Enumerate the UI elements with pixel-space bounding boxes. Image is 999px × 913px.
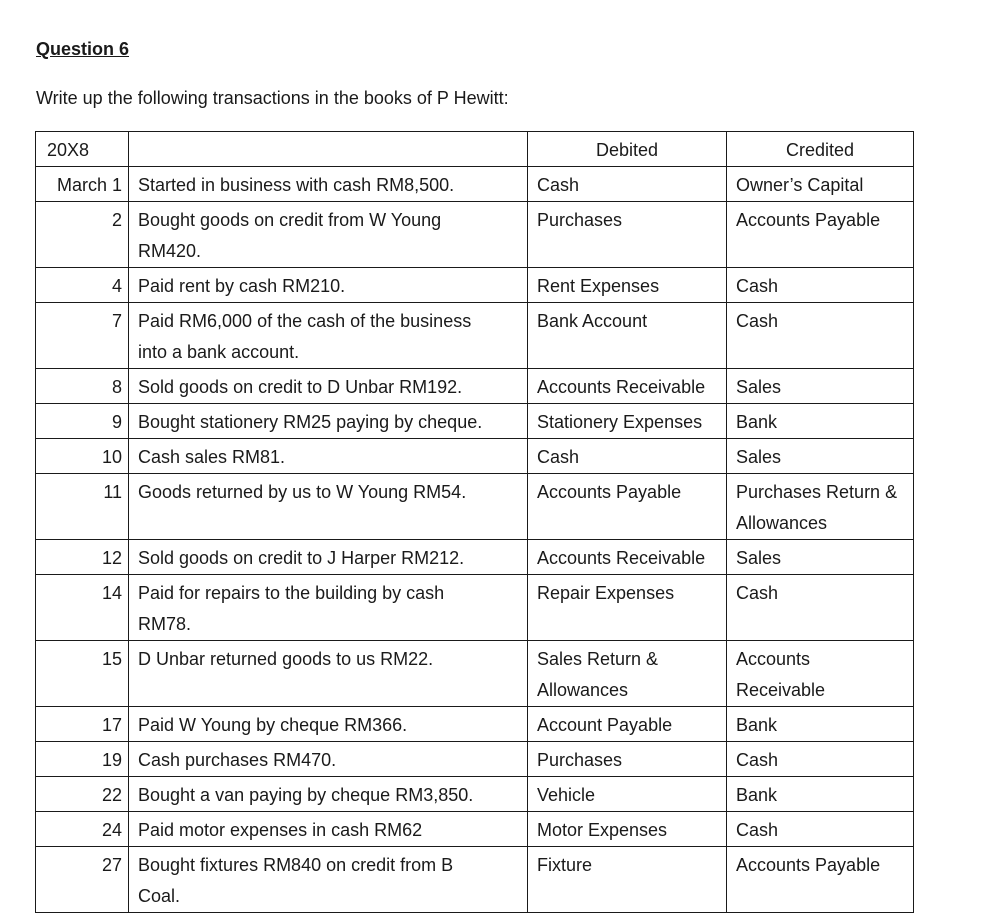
credited-account bbox=[727, 641, 914, 707]
transaction-description bbox=[129, 369, 528, 404]
debited-account bbox=[528, 812, 727, 847]
transaction-description-line: Goods returned by us to W Young RM54. bbox=[138, 482, 467, 502]
credited-account bbox=[727, 847, 914, 913]
table-row bbox=[36, 268, 914, 303]
transaction-description bbox=[129, 474, 528, 540]
transaction-date: 9 bbox=[36, 404, 129, 439]
debited-account bbox=[528, 777, 727, 812]
credited-account bbox=[727, 369, 914, 404]
credited-account bbox=[727, 167, 914, 202]
debited-account-line: Purchases bbox=[537, 210, 623, 230]
credited-account-line: Owner’s Capital bbox=[736, 175, 864, 195]
credited-account-line: Receivable bbox=[736, 680, 826, 700]
transaction-description bbox=[129, 303, 528, 369]
transaction-description bbox=[129, 847, 528, 913]
transaction-date: 14 bbox=[36, 575, 129, 641]
debited-account-line: Fixture bbox=[537, 855, 593, 875]
table-row bbox=[36, 369, 914, 404]
transactions-table bbox=[35, 131, 914, 913]
debited-account-line: Account Payable bbox=[537, 715, 673, 735]
credited-account bbox=[727, 303, 914, 369]
transaction-date: 12 bbox=[36, 540, 129, 575]
table-row bbox=[36, 404, 914, 439]
credited-account-line: Bank bbox=[736, 785, 778, 805]
credited-account bbox=[727, 707, 914, 742]
credited-account bbox=[727, 540, 914, 575]
transaction-description-line: Bought stationery RM25 paying by cheque. bbox=[138, 412, 483, 432]
transaction-description-line: Cash sales RM81. bbox=[138, 447, 286, 467]
question-title: Question 6 bbox=[36, 39, 130, 59]
transaction-date: March 1 bbox=[36, 167, 129, 202]
debited-account bbox=[528, 369, 727, 404]
table-row bbox=[36, 575, 914, 641]
debited-account bbox=[528, 540, 727, 575]
debited-account bbox=[528, 439, 727, 474]
credited-account bbox=[727, 812, 914, 847]
table-row bbox=[36, 540, 914, 575]
debited-account-line: Vehicle bbox=[537, 785, 596, 805]
transaction-description-line: Paid RM6,000 of the cash of the business bbox=[138, 311, 472, 331]
transaction-description-line: Sold goods on credit to D Unbar RM192. bbox=[138, 377, 463, 397]
table-row bbox=[36, 167, 914, 202]
debited-account-line: Rent Expenses bbox=[537, 276, 660, 296]
table-row bbox=[36, 303, 914, 369]
credited-account-line: Accounts Payable bbox=[736, 855, 881, 875]
debited-account bbox=[528, 202, 727, 268]
transaction-date: 2 bbox=[36, 202, 129, 268]
transaction-description bbox=[129, 268, 528, 303]
instruction-text: Write up the following transactions in the books of P Hewitt: bbox=[36, 88, 509, 108]
debited-account-line: Accounts Receivable bbox=[537, 548, 706, 568]
transaction-description bbox=[129, 641, 528, 707]
transaction-date: 19 bbox=[36, 742, 129, 777]
transaction-description bbox=[129, 742, 528, 777]
credited-account-line: Allowances bbox=[736, 513, 828, 533]
credited-account-line: Sales bbox=[736, 548, 782, 568]
credited-account bbox=[727, 777, 914, 812]
debited-account-line: Accounts Receivable bbox=[537, 377, 706, 397]
debited-account bbox=[528, 268, 727, 303]
debited-account bbox=[528, 742, 727, 777]
debited-account-line: Repair Expenses bbox=[537, 583, 675, 603]
credited-account bbox=[727, 268, 914, 303]
transaction-date: 4 bbox=[36, 268, 129, 303]
debited-account-line: Sales Return & bbox=[537, 649, 659, 669]
transaction-description bbox=[129, 404, 528, 439]
credited-account bbox=[727, 742, 914, 777]
transaction-description bbox=[129, 812, 528, 847]
credited-account-line: Sales bbox=[736, 447, 782, 467]
debited-account-line: Motor Expenses bbox=[537, 820, 668, 840]
credited-account-line: Cash bbox=[736, 750, 779, 770]
table-row bbox=[36, 812, 914, 847]
transaction-description-line: RM78. bbox=[138, 614, 192, 634]
credited-account-line: Cash bbox=[736, 311, 779, 331]
table-row bbox=[36, 202, 914, 268]
transaction-description-line: Paid motor expenses in cash RM62 bbox=[138, 820, 423, 840]
credited-account bbox=[727, 202, 914, 268]
transaction-description-line: Bought goods on credit from W Young bbox=[138, 210, 442, 230]
credited-account-line: Accounts bbox=[736, 649, 811, 669]
credited-account bbox=[727, 575, 914, 641]
transaction-description bbox=[129, 439, 528, 474]
debited-account bbox=[528, 167, 727, 202]
transaction-description-line: Cash purchases RM470. bbox=[138, 750, 337, 770]
table-row bbox=[36, 742, 914, 777]
transaction-description-line: into a bank account. bbox=[138, 342, 300, 362]
transaction-description bbox=[129, 777, 528, 812]
credited-account bbox=[727, 404, 914, 439]
transaction-date: 22 bbox=[36, 777, 129, 812]
debited-account-line: Cash bbox=[537, 175, 580, 195]
transaction-description-line: Paid for repairs to the building by cash bbox=[138, 583, 445, 603]
transaction-description-line: Paid rent by cash RM210. bbox=[138, 276, 346, 296]
table-row bbox=[36, 847, 914, 913]
table-row bbox=[36, 707, 914, 742]
transaction-description-line: Paid W Young by cheque RM366. bbox=[138, 715, 408, 735]
credited-account bbox=[727, 474, 914, 540]
credited-account-line: Sales bbox=[736, 377, 782, 397]
debited-account-line: Cash bbox=[537, 447, 580, 467]
credited-account bbox=[727, 439, 914, 474]
debited-account bbox=[528, 641, 727, 707]
transaction-description bbox=[129, 707, 528, 742]
transaction-date: 17 bbox=[36, 707, 129, 742]
debited-account bbox=[528, 404, 727, 439]
credited-account-line: Bank bbox=[736, 412, 778, 432]
debited-account bbox=[528, 474, 727, 540]
debited-account bbox=[528, 707, 727, 742]
debited-account-line: Purchases bbox=[537, 750, 623, 770]
debited-account-line: Allowances bbox=[537, 680, 629, 700]
debited-header: Debited bbox=[528, 132, 727, 167]
transaction-description-line: RM420. bbox=[138, 241, 202, 261]
table-row bbox=[36, 439, 914, 474]
credited-account-line: Cash bbox=[736, 820, 779, 840]
transaction-description-line: Bought a van paying by cheque RM3,850. bbox=[138, 785, 474, 805]
credited-account-line: Cash bbox=[736, 583, 779, 603]
transaction-description bbox=[129, 540, 528, 575]
transaction-date: 27 bbox=[36, 847, 129, 913]
transaction-description-line: D Unbar returned goods to us RM22. bbox=[138, 649, 434, 669]
table-row bbox=[36, 474, 914, 540]
transaction-description bbox=[129, 575, 528, 641]
credited-account-line: Cash bbox=[736, 276, 779, 296]
debited-account-line: Stationery Expenses bbox=[537, 412, 703, 432]
debited-account-line: Bank Account bbox=[537, 311, 648, 331]
transaction-description bbox=[129, 202, 528, 268]
transaction-date: 10 bbox=[36, 439, 129, 474]
transaction-description bbox=[129, 167, 528, 202]
credited-account-line: Bank bbox=[736, 715, 778, 735]
transaction-date: 24 bbox=[36, 812, 129, 847]
debited-account bbox=[528, 575, 727, 641]
table-header-row bbox=[36, 132, 914, 167]
transaction-date: 7 bbox=[36, 303, 129, 369]
credited-account-line: Purchases Return & bbox=[736, 482, 898, 502]
description-header bbox=[129, 132, 528, 167]
credited-account-line: Accounts Payable bbox=[736, 210, 881, 230]
transaction-description-line: Sold goods on credit to J Harper RM212. bbox=[138, 548, 465, 568]
table-row bbox=[36, 641, 914, 707]
debited-account bbox=[528, 847, 727, 913]
transactions-table-body bbox=[36, 132, 914, 913]
transaction-description-line: Started in business with cash RM8,500. bbox=[138, 175, 455, 195]
table-row bbox=[36, 777, 914, 812]
credited-header: Credited bbox=[727, 132, 914, 167]
debited-account-line: Accounts Payable bbox=[537, 482, 682, 502]
year-header: 20X8 bbox=[36, 132, 129, 167]
transaction-date: 11 bbox=[36, 474, 129, 540]
transaction-description-line: Bought fixtures RM840 on credit from B bbox=[138, 855, 454, 875]
transaction-description-line: Coal. bbox=[138, 886, 181, 906]
debited-account bbox=[528, 303, 727, 369]
transaction-date: 8 bbox=[36, 369, 129, 404]
transaction-date: 15 bbox=[36, 641, 129, 707]
